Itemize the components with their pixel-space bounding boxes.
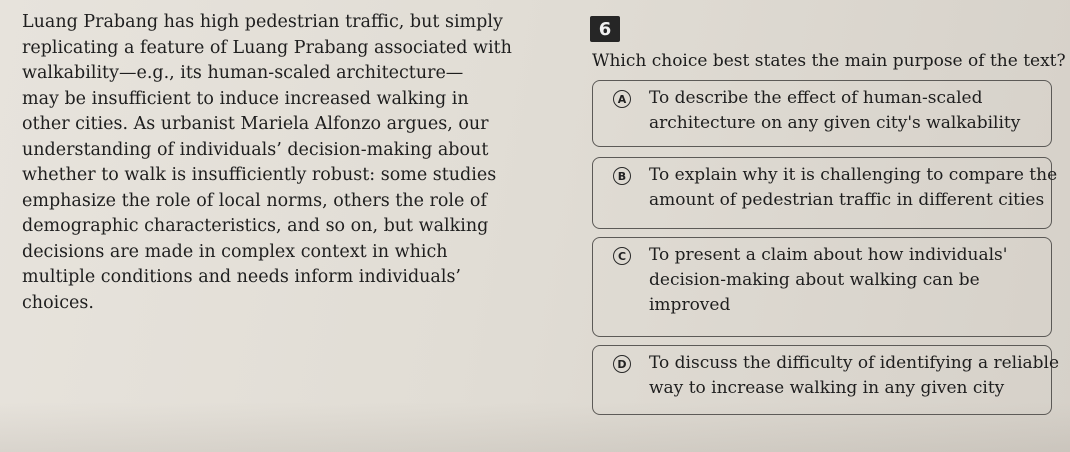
passage-line: multiple conditions and needs inform individuals’	[22, 267, 461, 287]
choice-line: To explain why it is challenging to compare the	[649, 165, 1058, 185]
passage-line: decisions are made in complex context in which	[22, 241, 448, 262]
passage-line: replicating a feature of Luang Prabang associated with	[22, 37, 512, 58]
passage-line: emphasize the role of local norms, others the role of	[22, 190, 487, 211]
answer-choice-a[interactable]	[592, 80, 1052, 147]
choice-letter-d-icon: D	[613, 355, 631, 373]
passage-line: may be insufficient to induce increased walking in	[22, 88, 469, 109]
choice-line: To describe the effect of human-scaled	[649, 88, 983, 108]
choice-line: To present a claim about how individuals'	[649, 245, 1008, 265]
answer-choice-b[interactable]	[592, 157, 1058, 229]
answer-choice-d[interactable]	[592, 345, 1060, 415]
answer-choice-c[interactable]	[592, 237, 1052, 337]
question-number-badge: 6	[590, 16, 620, 42]
choice-d-text	[649, 351, 1060, 401]
choice-line: architecture on any given city's walkability	[649, 113, 1021, 133]
choice-b-text	[649, 163, 1058, 213]
choice-letter-a-icon: A	[613, 90, 631, 108]
choice-letter-b-icon: B	[613, 167, 631, 185]
choice-line: amount of pedestrian traffic in different cities	[649, 190, 1045, 210]
passage-line: whether to walk is insufficiently robust: some studies	[22, 165, 497, 185]
choice-a-text	[649, 86, 1049, 136]
choice-line: decision-making about walking can be	[649, 270, 980, 290]
reading-passage	[22, 10, 562, 316]
choice-line: improved	[649, 295, 731, 315]
passage-line: walkability—e.g., its human-scaled architecture—	[22, 63, 464, 83]
choice-c-text	[649, 243, 1049, 318]
question-prompt: Which choice best states the main purpose of the text?	[592, 51, 1066, 71]
choice-line: way to increase walking in any given city	[649, 378, 1005, 398]
passage-line: demographic characteristics, and so on, but walking	[22, 216, 489, 236]
passage-line: Luang Prabang has high pedestrian traffic, but simply	[22, 12, 503, 32]
passage-line: choices.	[22, 292, 94, 313]
choice-line: To discuss the difficulty of identifying a reliable	[649, 353, 1060, 373]
passage-line: understanding of individuals’ decision-making about	[22, 139, 489, 160]
passage-line: other cities. As urbanist Mariela Alfonzo argues, our	[22, 114, 489, 134]
choice-letter-c-icon: C	[613, 247, 631, 265]
